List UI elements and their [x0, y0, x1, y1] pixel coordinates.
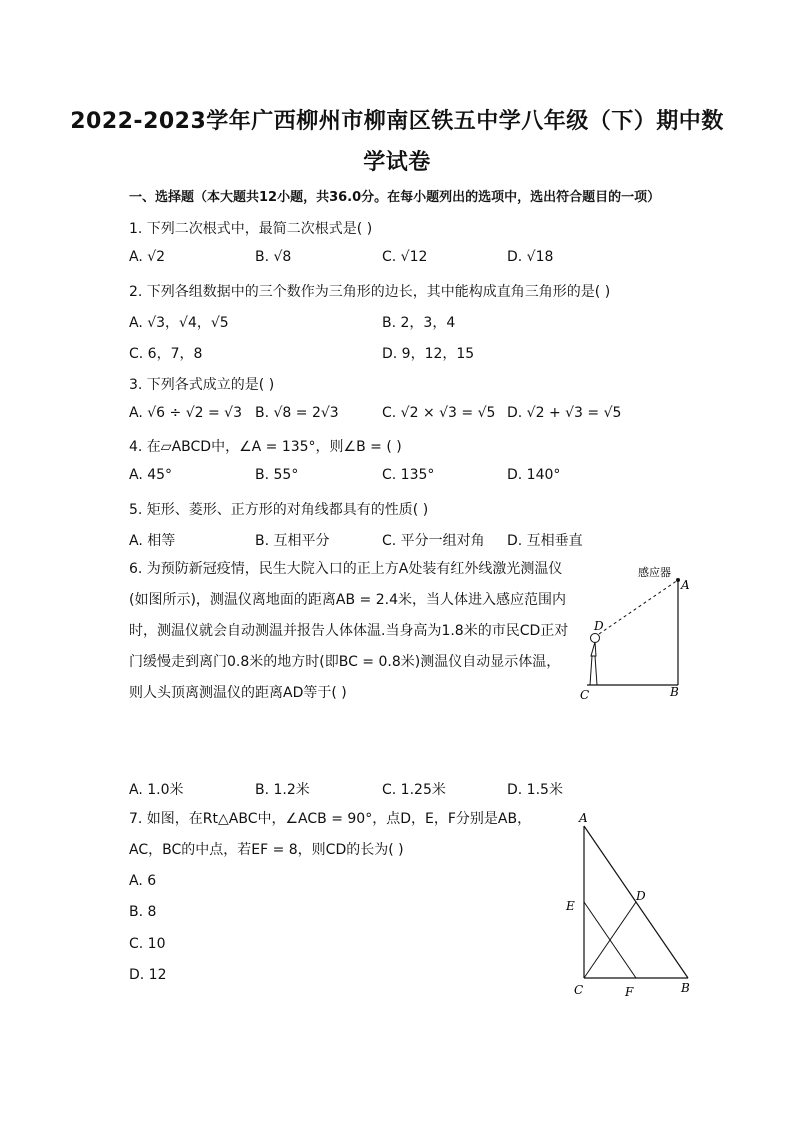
q4-option-c: C. 135°: [382, 467, 435, 483]
q2-stem: 2. 下列各组数据中的三个数作为三角形的边长，其中能构成直角三角形的是( ): [129, 284, 611, 300]
q6-option-b: B. 1.2米: [255, 782, 310, 798]
q3-option-b: B. √8 = 2√3: [255, 405, 339, 421]
q1-option-c: C. √12: [382, 249, 428, 265]
q4-option-d: D. 140°: [507, 467, 561, 483]
q7-label-b: B: [681, 981, 690, 995]
q6-option-d: D. 1.5米: [507, 782, 563, 798]
q3-option-c: C. √2 × √3 = √5: [382, 405, 496, 421]
q7-label-a: A: [579, 811, 588, 825]
q2-option-a: A. √3，√4，√5: [129, 315, 229, 331]
exam-title-line1: 2022-2023学年广西柳州市柳南区铁五中学八年级（下）期中数: [70, 109, 724, 134]
q5-stem: 5. 矩形、菱形、正方形的对角线都具有的性质( ): [129, 502, 429, 518]
q7-text: 7. 如图，在Rt△ABC中，∠ACB = 90°，点D，E，F分别是AB，AC，BC的中点，若EF = 8，则CD的长为( ): [129, 811, 532, 858]
q2-option-d: D. 9，12，15: [382, 346, 475, 362]
q4-option-b: B. 55°: [255, 467, 299, 483]
q6-figure: [578, 560, 694, 702]
q7-label-c: C: [574, 983, 584, 997]
q4-option-a: A. 45°: [129, 467, 173, 483]
q5-option-c: C. 平分一组对角: [382, 533, 485, 549]
exam-title-line2: 学试卷: [363, 150, 431, 175]
q7-label-d: D: [636, 889, 646, 903]
q5-option-b: B. 互相平分: [255, 533, 330, 549]
q7-option-c: C. 10: [129, 936, 166, 952]
q6-option-a: A. 1.0米: [129, 782, 184, 798]
q7-figure: [560, 808, 700, 1004]
q6-label-a: A: [681, 578, 690, 592]
q6-label-d: D: [594, 619, 604, 633]
q7-option-d: D. 12: [129, 967, 167, 983]
q7-option-a: A. 6: [129, 873, 157, 889]
q4-stem: 4. 在▱ABCD中，∠A = 135°，则∠B = ( ): [129, 439, 402, 455]
q1-stem: 1. 下列二次根式中，最简二次根式是( ): [129, 221, 373, 237]
q7-label-f: F: [625, 985, 634, 999]
q1-option-d: D. √18: [507, 249, 554, 265]
q6-text: 6. 为预防新冠疫情，民生大院入口的正上方A处装有红外线激光测温仪(如图所示)，测温仪离地面的距离AB = 2.4米，当人体进入感应范围内时，测温仪就会自动测温并报告人体体温.当身高为1.8米的市民CD正对门缓慢走到离门0.8米的地方时(即BC = 0.8米)测温仪自动显示体温，则人头顶离测温仪的距离AD等于( ): [129, 561, 569, 701]
q6-option-c: C. 1.25米: [382, 782, 446, 798]
q1-option-a: A. √2: [129, 249, 166, 265]
q6-label-c: C: [580, 688, 590, 702]
q5-option-a: A. 相等: [129, 533, 176, 549]
section-heading: 一、选择题（本大题共12小题，共36.0分。在每小题列出的选项中，选出符合题目的一项）: [129, 190, 661, 205]
q2-option-c: C. 6，7，8: [129, 346, 203, 362]
q6-sensor-label: 感应器: [638, 566, 671, 579]
q3-option-a: A. √6 ÷ √2 = √3: [129, 405, 242, 421]
q5-option-d: D. 互相垂直: [507, 533, 583, 549]
q7-option-b: B. 8: [129, 904, 157, 920]
q3-option-d: D. √2 + √3 = √5: [507, 405, 622, 421]
q7-label-e: E: [566, 899, 575, 913]
q2-option-b: B. 2，3，4: [382, 315, 456, 331]
q3-stem: 3. 下列各式成立的是( ): [129, 377, 275, 393]
q1-option-b: B. √8: [255, 249, 292, 265]
q6-label-b: B: [670, 685, 679, 699]
